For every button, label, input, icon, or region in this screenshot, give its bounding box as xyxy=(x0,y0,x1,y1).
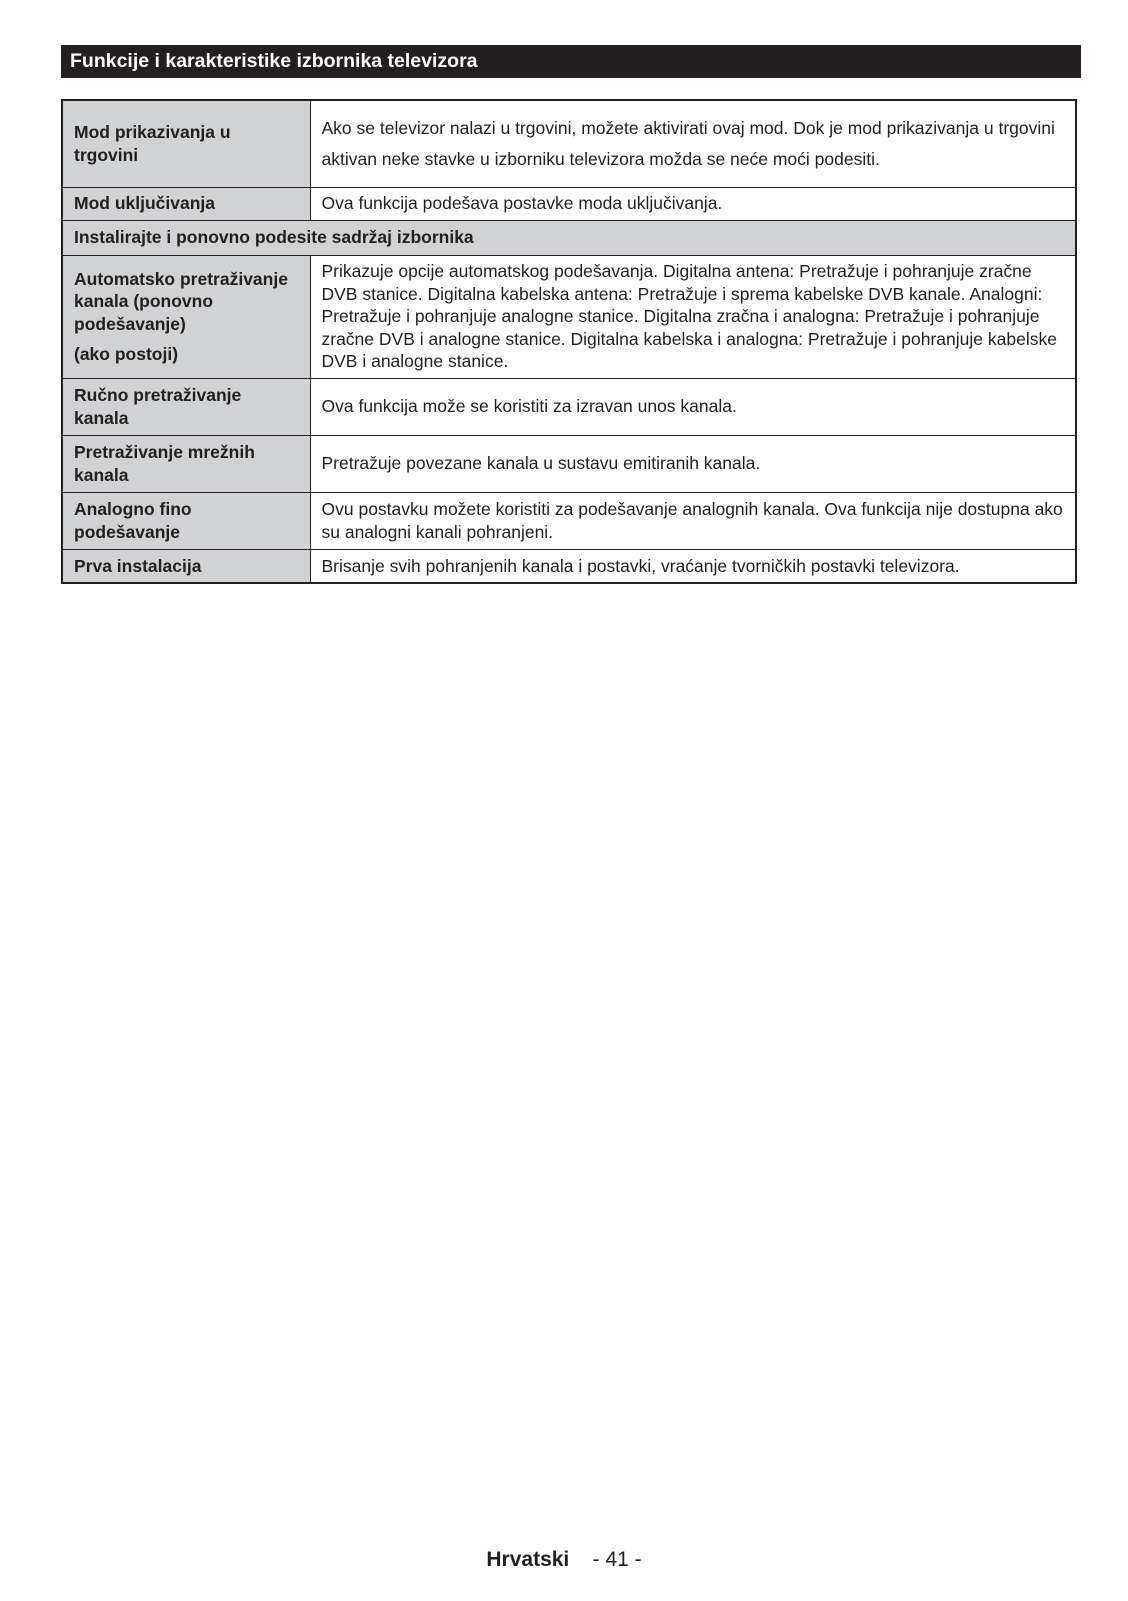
row-description: Prikazuje opcije automatskog podešavanja. Digitalna antena: Pretražuje i pohranjuje zračne DVB stanice. Digitalna kabelska antena: Pretražuje i sprema kabelske DVB kanale. Analogni: Pretražuje i pohranjuje analogne stanice. Digitalna zračna i analogna: Pretražuje i pohranjuje zračne DVB i analogne stanice. Digitalna kabelska i analogna: Pretražuje i pohranjuje kabelske DVB i analogne stanice. xyxy=(310,255,1076,378)
row-label: Analogno fino podešavanje xyxy=(62,492,310,549)
description-line: aktivan neke stavke u izborniku televizora možda se neće moći podesiti. xyxy=(321,148,880,169)
table-row xyxy=(62,549,1076,583)
row-label: Prva instalacija xyxy=(62,549,310,583)
menu-features-table xyxy=(61,99,1077,584)
page-number: - 41 - xyxy=(592,1548,642,1571)
row-description xyxy=(310,100,1076,187)
row-label: Mod prikazivanja u trgovini xyxy=(62,100,310,187)
row-description: Ova funkcija može se koristiti za izravan unos kanala. xyxy=(310,378,1076,435)
row-description: Ovu postavku možete koristiti za podešavanje analognih kanala. Ova funkcija nije dostupna ako su analogni kanali pohranjeni. xyxy=(310,492,1076,549)
row-description: Ova funkcija podešava postavke moda uključivanja. xyxy=(310,187,1076,220)
section-heading: Instalirajte i ponovno podesite sadržaj izbornika xyxy=(62,220,1076,255)
row-description: Brisanje svih pohranjenih kanala i postavki, vraćanje tvorničkih postavki televizora. xyxy=(310,549,1076,583)
row-description: Pretražuje povezane kanala u sustavu emitiranih kanala. xyxy=(310,435,1076,492)
description-line: Ako se televizor nalazi u trgovini, možete aktivirati ovaj mod. Dok je mod prikazivanja u trgovini xyxy=(321,118,1055,139)
row-label: Mod uključivanja xyxy=(62,187,310,220)
section-row xyxy=(62,220,1076,255)
row-label-main: Automatsko pretraživanje kanala (ponovno podešavanje) xyxy=(74,268,288,334)
footer-language: Hrvatski xyxy=(486,1548,570,1571)
row-label: Ručno pretraživanje kanala xyxy=(62,378,310,435)
row-label-note: (ako postoji) xyxy=(74,344,179,364)
table-row xyxy=(62,378,1076,435)
table-row xyxy=(62,435,1076,492)
table-row xyxy=(62,100,1076,187)
table-row xyxy=(62,255,1076,378)
table-row xyxy=(62,492,1076,549)
table-row xyxy=(62,187,1076,220)
row-label xyxy=(62,255,310,378)
page-footer xyxy=(0,1548,1128,1572)
row-label: Pretraživanje mrežnih kanala xyxy=(62,435,310,492)
section-title: Funkcije i karakteristike izbornika televizora xyxy=(61,45,1081,78)
